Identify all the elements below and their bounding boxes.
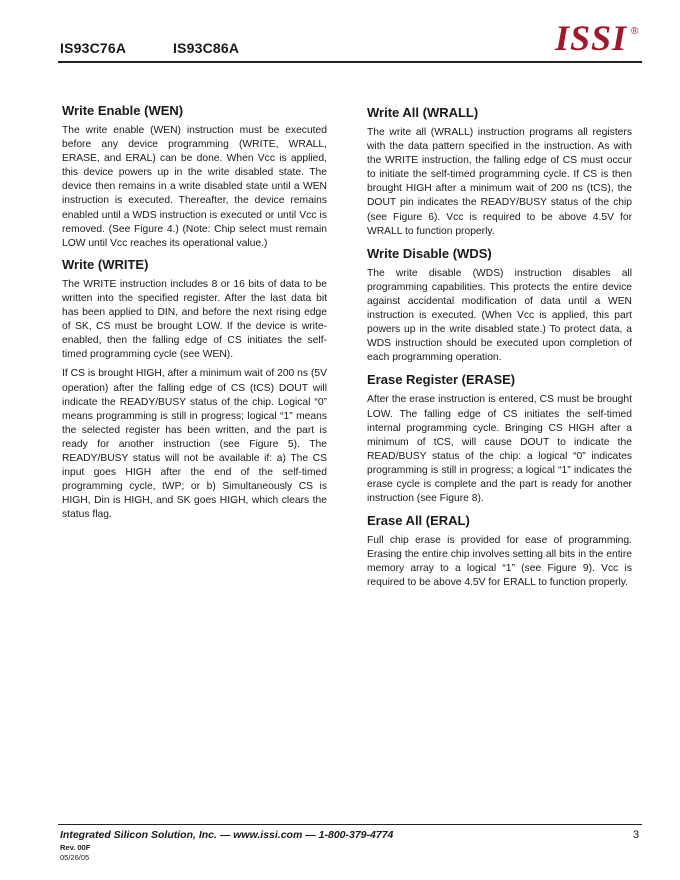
section-paragraph: After the erase instruction is entered, CS must be brought LOW. The falling edge of CS initiates the self-timed internal programming cycle. Bringing CS HIGH after a minimum of tCS, will cause DOUT to indicate the READ/BUSY status of the chip: a logical “0” indicates programming is still in progress; a logical “1” indicates the erase cycle is complete and the part is ready for another instruction (see Figure 8).: [367, 394, 632, 505]
registered-mark: ®: [631, 26, 639, 37]
section-write-enable: [62, 103, 327, 251]
footer-rule: [58, 824, 642, 825]
section-write-all: [367, 105, 632, 239]
section-paragraph: The write disable (WDS) instruction disables all programming capabilities. This protects the entire device against accidental modification of data until a WEN instruction is executed. (When Vcc is applied, this part powers up in the write disabled state.) To protect data, a WDS instruction should be executed upon completion of each programming operation.: [367, 267, 632, 364]
part-number-b: IS93C86A: [173, 40, 240, 56]
section-paragraph: The write all (WRALL) instruction programs all registers with the data pattern specified in the instruction. As with the WRITE instruction, the falling edge of CS must occur to initiate the self-timed programming cycle. If CS is then brought HIGH after a minimum wait of 200 ns (tCS), the DOUT pin indicates the READY/BUSY status of the chip (see Figure 6). Vcc is required to be above 4.5V for WRALL to function properly.: [367, 127, 632, 237]
section-heading: Erase Register (ERASE): [367, 372, 516, 388]
section-heading: Write Disable (WDS): [367, 245, 492, 261]
page-number: 3: [633, 829, 640, 841]
section-paragraph: The WRITE instruction includes 8 or 16 bits of data to be written into the specified register. After the last data bit has been applied to DIN, and before the next rising edge of SK, CS must be brought LOW. If the device is write-enabled, then the falling edge of CS initiates the self-timed programming cycle (see WEN).: [62, 278, 327, 361]
part-number-a: IS93C76A: [60, 40, 127, 56]
section-paragraph: The write enable (WEN) instruction must be executed before any device programming (WRITE, WRALL, ERASE, and ERAL) can be done. When Vcc is applied, this device powers up in the write disabled state. The device then remains in a write disabled state until a WEN instruction is executed. Thereafter, the device remains enabled until a WDS instruction is executed or until Vcc is removed. (See Figure 4.) (Note: Chip select must remain LOW until Vcc reaches its operational value.): [62, 125, 327, 249]
section-paragraph: Full chip erase is provided for ease of programming. Erasing the entire chip involves setting all bits in the entire memory array to a logical “1” (see Figure 9). Vcc is required to be above 4.5V for ERALL to function properly.: [367, 535, 632, 589]
header-rule: [58, 61, 642, 63]
footer-company-line: Integrated Silicon Solution, Inc. — www.issi.com — 1-800-379-4774: [60, 829, 394, 841]
left-column: [62, 103, 327, 528]
section-heading: Write All (WRALL): [367, 105, 479, 120]
section-paragraph: If CS is brought HIGH, after a minimum wait of 200 ns (5V operation) after the falling edge of CS (tCS) DOUT will indicate the READY/BUSY status of the chip. Logical “0” means programming is still in progress; logical “1” means the selected register has been written, and the part is ready for another instruction (see Figure 5). The READY/BUSY status will not be available if: a) The CS input goes HIGH after the end of the self-timed programming cycle, tWP; or b) Simultaneously CS is HIGH, Din is HIGH, and SK goes HIGH, which clears the status flag.: [62, 368, 327, 521]
section-heading: Write Enable (WEN): [62, 103, 184, 118]
section-write-disable: [367, 246, 632, 366]
section-erase-all: [367, 513, 632, 590]
section-erase-register: [367, 372, 632, 506]
right-column: [367, 105, 632, 598]
revision-date: 05/26/05: [60, 853, 90, 862]
section-write: [62, 257, 327, 523]
revision-label: Rev. 00F: [60, 843, 91, 852]
issi-logo: ISSI: [555, 18, 628, 58]
section-heading: Erase All (ERAL): [367, 513, 470, 529]
section-heading: Write (WRITE): [62, 256, 149, 272]
